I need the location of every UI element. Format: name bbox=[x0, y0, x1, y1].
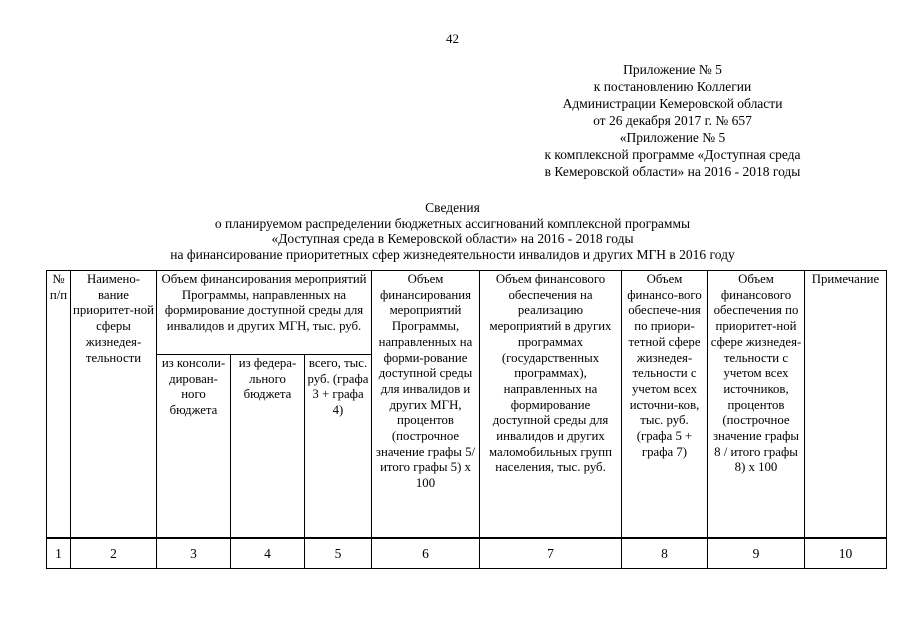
column-number: 8 bbox=[622, 538, 708, 569]
header-total-funding: Объем финансо-вого обеспече-ния по приори-тетной сфере жизнедея-тельности с учетом всех источни-ков, тыс. руб. (графа 5 + графа 7) bbox=[622, 271, 708, 539]
header-total-funding-percent: Объем финансового обеспечения по приоритет-ной сфере жизнедея-тельности с учетом всех источников, процентов (построчное значение графы 8 / итого графы 8) х 100 bbox=[708, 271, 805, 539]
appendix-line: «Приложение № 5 bbox=[619, 130, 726, 145]
column-number: 7 bbox=[480, 538, 622, 569]
column-number: 6 bbox=[372, 538, 480, 569]
column-number: 2 bbox=[71, 538, 157, 569]
header-row-1 bbox=[47, 271, 887, 355]
appendix-line: Приложение № 5 bbox=[623, 62, 722, 77]
column-number: 3 bbox=[157, 538, 231, 569]
column-number: 9 bbox=[708, 538, 805, 569]
appendix-block bbox=[470, 61, 875, 180]
column-number: 5 bbox=[305, 538, 372, 569]
appendix-line: в Кемеровской области» на 2016 - 2018 годы bbox=[544, 164, 801, 179]
title-line: «Доступная среда в Кемеровской области» на 2016 - 2018 годы bbox=[271, 231, 634, 246]
column-number: 1 bbox=[47, 538, 71, 569]
header-program-funding-group: Объем финансирования мероприятий Программы, направленных на формирование доступной среды для инвалидов и других МГН, тыс. руб. bbox=[157, 271, 372, 355]
header-total-thousand-rub: всего, тыс. руб. (графа 3 + графа 4) bbox=[305, 355, 372, 539]
title-line: Сведения bbox=[425, 200, 480, 215]
appendix-line: от 26 декабря 2017 г. № 657 bbox=[593, 113, 752, 128]
page-number: 42 bbox=[446, 31, 459, 46]
appendix-line: к комплексной программе «Доступная среда bbox=[544, 147, 801, 162]
column-number: 4 bbox=[231, 538, 305, 569]
header-sphere-name: Наимено-вание приоритет-ной сферы жизнедея-тельности bbox=[71, 271, 157, 539]
allocation-table bbox=[46, 270, 887, 569]
document-title bbox=[0, 200, 905, 262]
header-number: № п/п bbox=[47, 271, 71, 539]
header-consolidated-budget: из консоли-дирован-ного бюджета bbox=[157, 355, 231, 539]
column-number: 10 bbox=[805, 538, 887, 569]
column-number-row bbox=[47, 538, 887, 569]
appendix-line: Администрации Кемеровской области bbox=[562, 96, 783, 111]
title-line: о планируемом распределении бюджетных ассигнований комплексной программы bbox=[214, 215, 691, 231]
header-note: Примечание bbox=[805, 271, 887, 539]
header-other-programs-funding: Объем финансового обеспечения на реализацию мероприятий в других программах (государственных программах), направленных на формирование доступной среды для инвалидов и других маломобильных групп населения, тыс. руб. bbox=[480, 271, 622, 539]
header-federal-budget: из федера-льного бюджета bbox=[231, 355, 305, 539]
appendix-line: к постановлению Коллегии bbox=[593, 79, 752, 94]
title-line: на финансирование приоритетных сфер жизнедеятельности инвалидов и других МГН в 2016 году bbox=[170, 246, 735, 262]
header-program-funding-percent: Объем финансирования мероприятий Программы, направленных на форми-рование доступной среды для инвалидов и других МГН, процентов (построчное значение графы 5/итого графы 5) х 100 bbox=[372, 271, 480, 539]
